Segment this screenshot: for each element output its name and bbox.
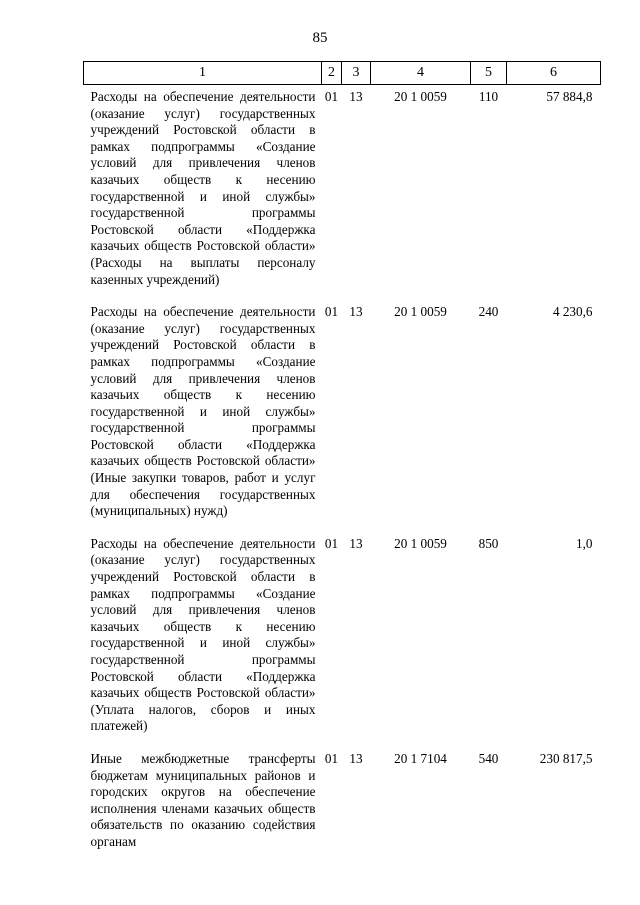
- column-header-6: 6: [507, 62, 601, 85]
- header-row: [84, 62, 601, 85]
- row-description: Расходы на обеспечение деятельности (оказание услуг) государственных учреждений Ростовской области в рамках подпрограммы «Создание условий для привлечения членов казачьих обществ к несению государственной и иной службы» государственной программы Ростовской области «Поддержка казачьих обществ Ростовской области» (Уплата налогов, сборов и иных платежей): [90, 535, 316, 734]
- table-row: [84, 85, 601, 301]
- row-target-article: 20 1 0059: [394, 89, 447, 104]
- row-section-code: 01: [324, 535, 339, 551]
- table-row: [84, 747, 601, 863]
- table-header: [84, 62, 601, 85]
- column-header-2: 2: [322, 62, 342, 85]
- row-expense-type: 850: [478, 535, 499, 551]
- row-target-article: 20 1 0059: [394, 304, 447, 320]
- row-amount: 230 817,5: [539, 750, 593, 766]
- row-subsection-code: 13: [349, 89, 363, 104]
- row-section-code: 01: [324, 750, 339, 766]
- budget-table: [83, 61, 601, 863]
- column-header-1: 1: [84, 62, 322, 85]
- column-header-5: 5: [471, 62, 507, 85]
- row-expense-type: 240: [478, 304, 499, 320]
- table-row: [84, 300, 601, 532]
- row-amount: 1,0: [576, 535, 593, 551]
- row-amount: 57 884,8: [546, 89, 593, 104]
- row-description: Иные межбюджетные трансферты бюджетам муниципальных районов и городских округов на обеспечение исполнения членами казачьих обществ обязательств по оказанию содействия органам: [90, 750, 316, 849]
- row-description: Расходы на обеспечение деятельности (оказание услуг) государственных учреждений Ростовской области в рамках подпрограммы «Создание условий для привлечения членов казачьих обществ к несению государственной и иной службы» государственной программы Ростовской области «Поддержка казачьих обществ Ростовской области» (Иные закупки товаров, работ и услуг для обеспечения государственных (муниципальных) нужд): [90, 304, 316, 519]
- row-expense-type: 110: [478, 89, 499, 104]
- row-expense-type: 540: [478, 750, 499, 766]
- row-section-code: 01: [324, 304, 339, 320]
- row-description: Расходы на обеспечение деятельности (оказание услуг) государственных учреждений Ростовской области в рамках подпрограммы «Создание условий для привлечения членов казачьих обществ к несению государственной и иной службы» государственной программы Ростовской области «Поддержка казачьих обществ Ростовской области» (Расходы на выплаты персоналу казенных учреждений): [90, 89, 316, 287]
- row-target-article: 20 1 0059: [394, 535, 447, 551]
- row-target-article: 20 1 7104: [394, 750, 447, 766]
- table-row: [84, 532, 601, 747]
- column-header-3: 3: [342, 62, 371, 85]
- row-section-code: 01: [324, 89, 339, 104]
- page-number: 85: [312, 30, 328, 46]
- row-subsection-code: 13: [349, 535, 363, 551]
- row-subsection-code: 13: [349, 750, 363, 766]
- row-subsection-code: 13: [349, 304, 363, 320]
- table-body: [84, 85, 601, 863]
- row-amount: 4 230,6: [552, 304, 593, 320]
- column-header-4: 4: [371, 62, 471, 85]
